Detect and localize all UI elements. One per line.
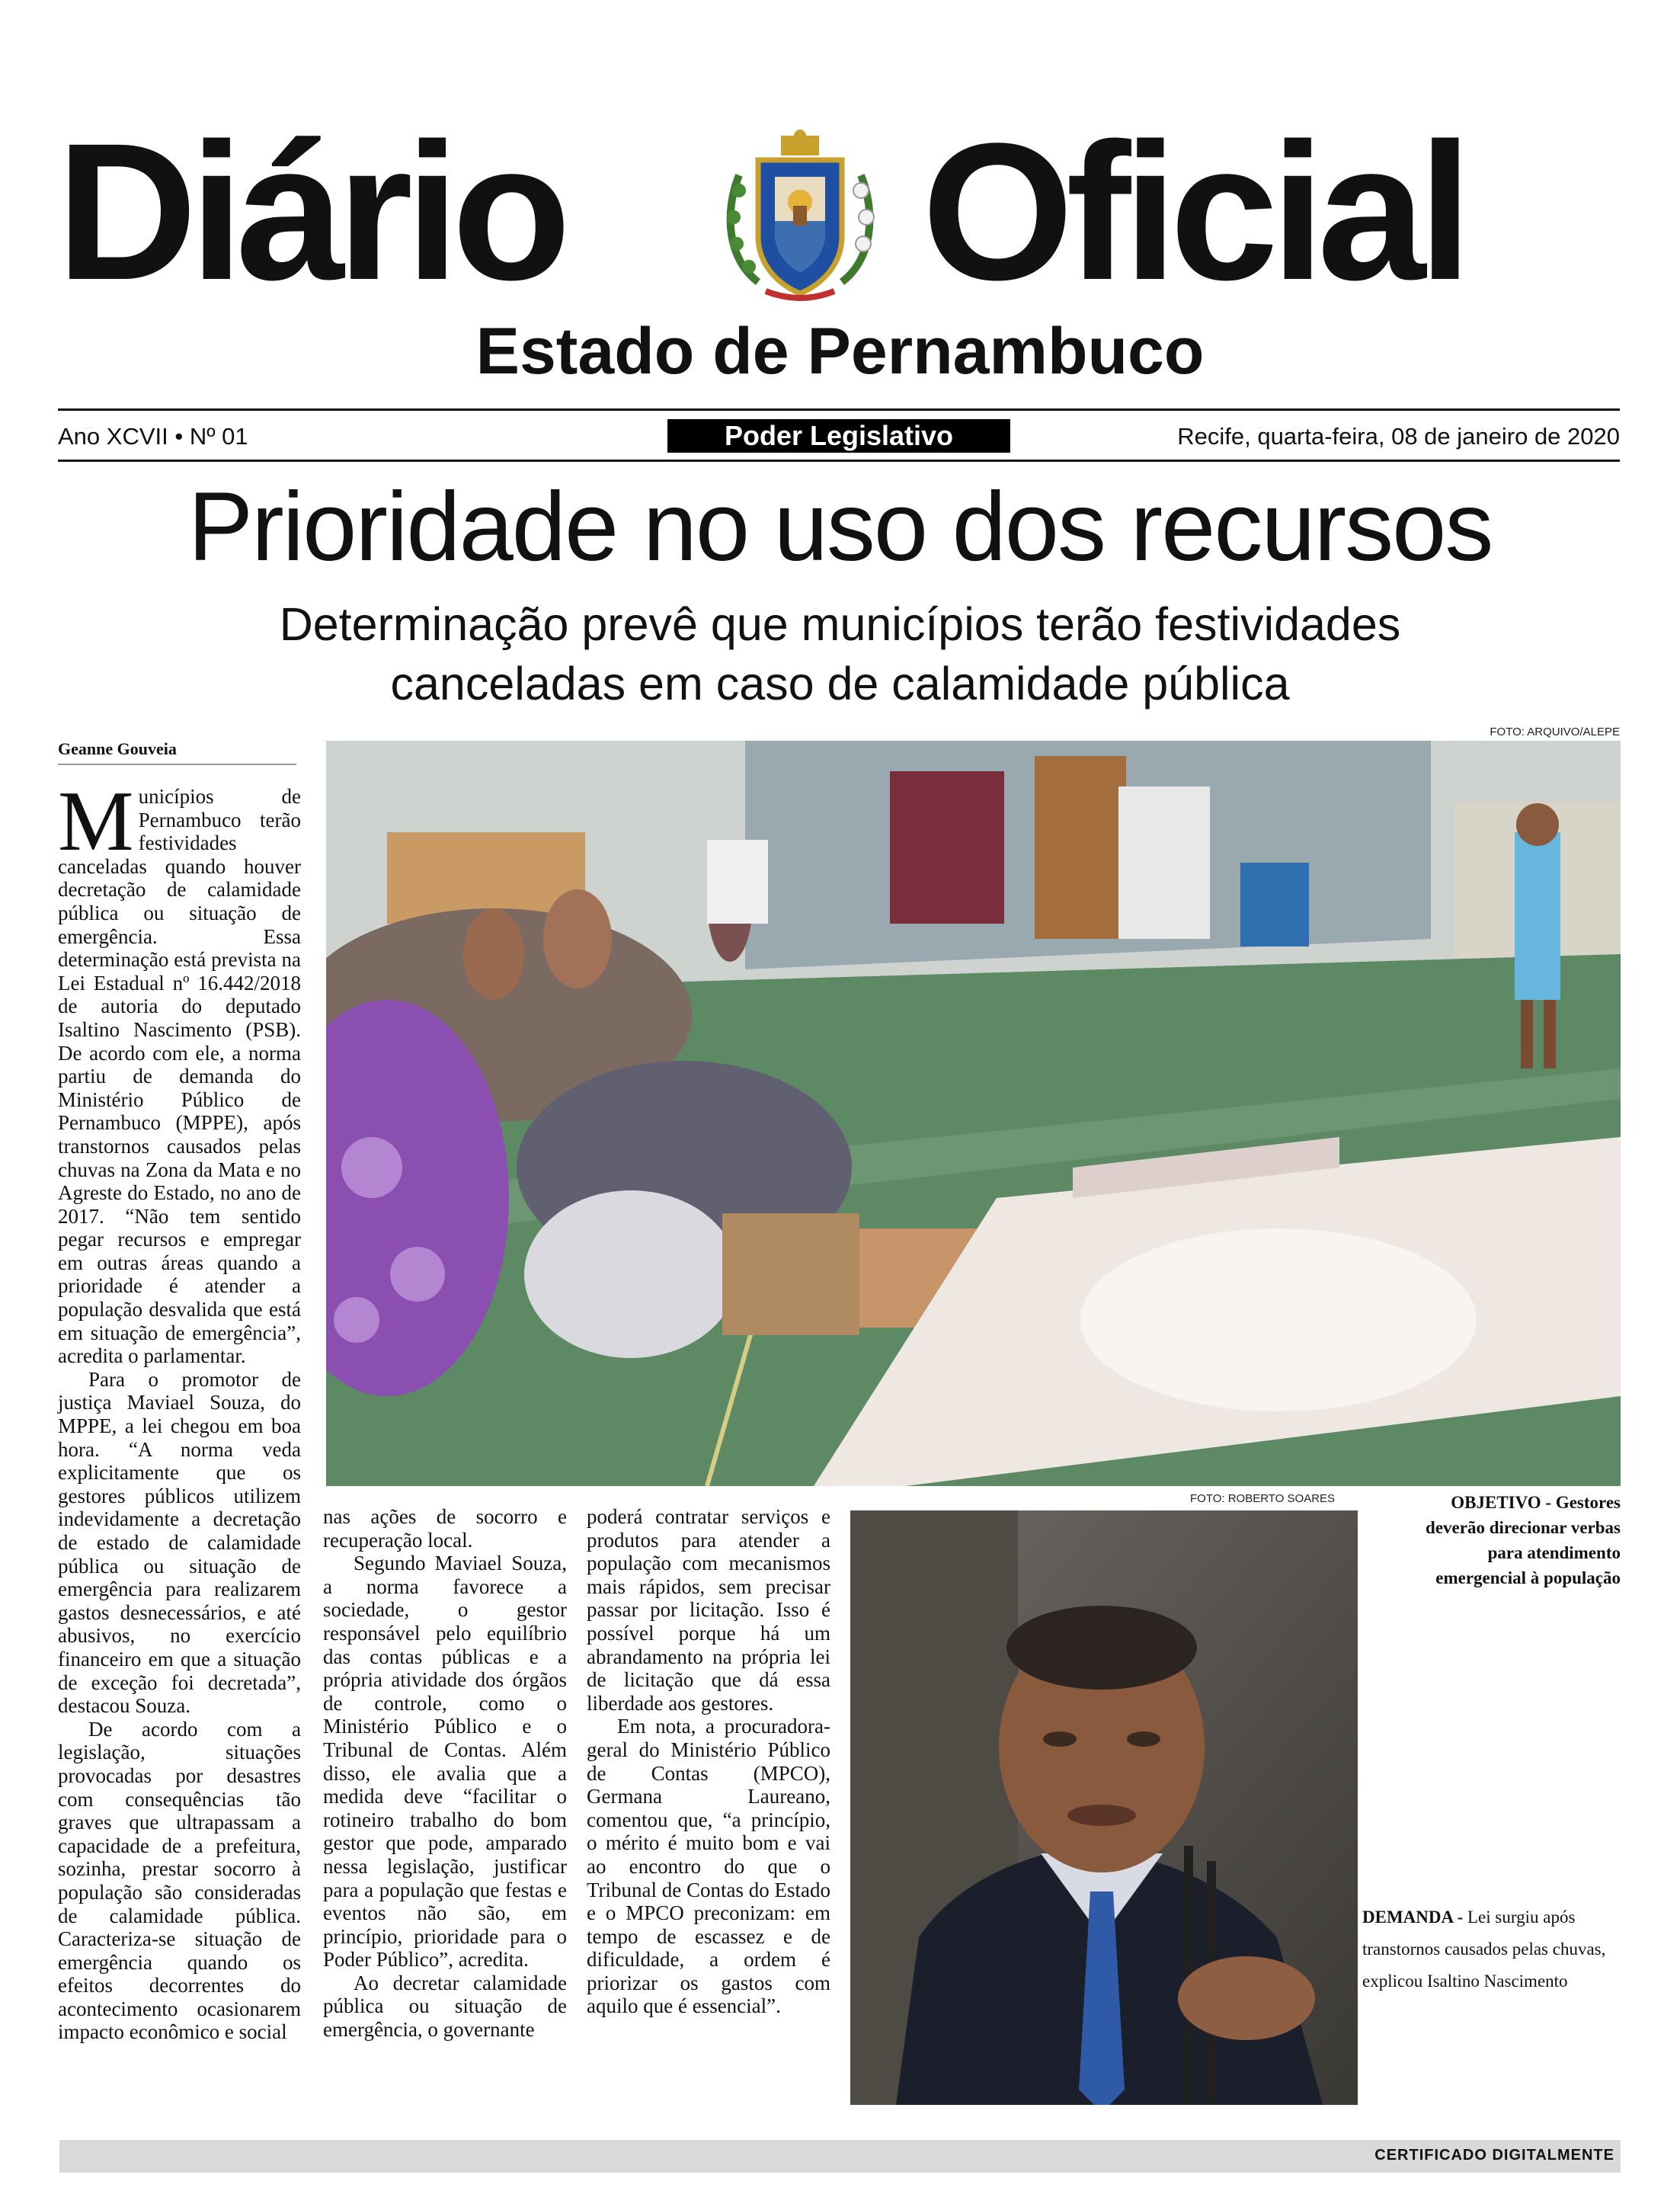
article-paragraph: Ao decretar calamidade pública ou situação de emergência, o governante — [323, 1971, 567, 2042]
issue-number: Ano XCVII • Nº 01 — [58, 423, 248, 450]
caption-demanda-text: Lei surgiu após transtornos causados pelas chuvas, explicou Isaltino Nascimento — [1362, 1908, 1606, 1991]
caption-demanda-label: DEMANDA - — [1362, 1908, 1464, 1927]
main-photo-credit: FOTO: ARQUIVO/ALEPE — [1490, 726, 1620, 738]
byline-rule — [58, 764, 296, 765]
masthead-title-right: Oficial — [922, 103, 1465, 321]
article-paragraph: Segundo Maviael Souza, a norma favorece a sociedade, o gestor responsável pelo equilíbrio das contas públicas e a própria atividade dos órgãos de controle, como o Ministério Público e o Tribunal de Contas. Além disso, ele avalia que a medida deve “facilitar o rotineiro trabalho do bom gestor que pode, amparado nessa legislação, justificar para a população que festas e eventos não são, em princípio, prioridade para o Poder Público”, acredita. — [323, 1552, 567, 1972]
caption-demanda — [1362, 1901, 1614, 1997]
article-column-3 — [587, 1505, 830, 2018]
issue-bar-top-rule — [58, 408, 1620, 411]
issue-bar-bottom-rule — [58, 460, 1620, 462]
article-paragraph: Em nota, a procuradora-geral do Ministério Público de Contas (MPCO), Germana Laureano, comentou que, “a princípio, o mérito é muito bom e vai ao encontro do que o Tribunal de Contas do Estado e o MPCO preconizam: em tempo de escassez e de dificuldade, a ordem é priorizar os gastos com aquilo que é essencial”. — [587, 1715, 830, 2018]
article-column-2 — [323, 1505, 567, 2042]
caption-objetivo: OBJETIVO - Gestores deverão direcionar verbas para atendimento emergencial à população — [1426, 1493, 1621, 1587]
article-paragraph: De acordo com a legislação, situações provocadas por desastres com consequências tão graves que ultrapassam a capacidade de a prefeitura, sozinha, prestar socorro à população são consideradas de calamidade pública. Caracteriza-se situação de emergência quando os efeitos decorrentes do acontecimento ocasionarem impacto econômico e social — [58, 1717, 301, 2044]
subheadline-line-2: canceladas em caso de calamidade pública — [390, 658, 1290, 710]
masthead-title-left: Diário — [56, 103, 564, 321]
footer-certification-label: CERTIFICADO DIGITALMENTE — [1374, 2147, 1614, 2164]
headline: Prioridade no uso dos recursos — [187, 472, 1493, 581]
article-paragraph: nas ações de socorro e recuperação local. — [323, 1505, 567, 1552]
subheadline — [152, 594, 1528, 713]
portrait-photo-credit: FOTO: ROBERTO SOARES — [1190, 1492, 1336, 1505]
drop-cap: M — [58, 774, 134, 869]
article-paragraph: Para o promotor de justiça Maviael Souza, do MPPE, a lei chegou em boa hora. “A norma veda explicitamente que os gestores públicos utilizem indevidamente a decretação de estado de calamidade pública ou situação de emergência para realizarem gastos desnecessários, e até abusivos, no exercício financeiro em que a situação de exceção foi decretada”, destacou Souza. — [58, 1367, 301, 1718]
legislator-portrait-photo — [850, 1510, 1358, 2105]
subheadline-line-1: Determinação prevê que municípios terão festividades — [279, 598, 1401, 650]
shelter-photo — [326, 741, 1621, 1486]
pernambuco-coat-of-arms-icon — [712, 130, 888, 305]
byline: Geanne Gouveia — [58, 739, 177, 758]
article-column-1 — [58, 774, 301, 2044]
masthead-state: Estado de Pernambuco — [475, 315, 1205, 388]
article-paragraph: Municípios de Pernambuco terão festividades canceladas quando houver decretação de calamidade pública ou situação de emergência. Essa determinação está prevista na Lei Estadual nº 16.442/2018 de autoria do deputado Isaltino Nascimento (PSB). De acordo com ele, a norma partiu de demanda do Ministério Público de Pernambuco (MPPE), após transtornos causados pelas chuvas na Zona da Mata e no Agreste do Estado, no ano de 2017. “Não tem sentido pegar recursos e empregar em outras áreas quando a prioridade é atender a população desvalida que está em situação de emergência”, acredita o parlamentar. — [58, 774, 301, 1368]
article-paragraph: poderá contratar serviços e produtos para atender a população com mecanismos mais rápidos, sem precisar passar por licitação. Isso é possível porque há um abrandamento na própria lei de licitação que dá essa liberdade aos gestores. — [587, 1505, 830, 1715]
issue-date: Recife, quarta-feira, 08 de janeiro de 2020 — [1177, 423, 1620, 450]
section-label: Poder Legislativo — [667, 419, 1010, 453]
